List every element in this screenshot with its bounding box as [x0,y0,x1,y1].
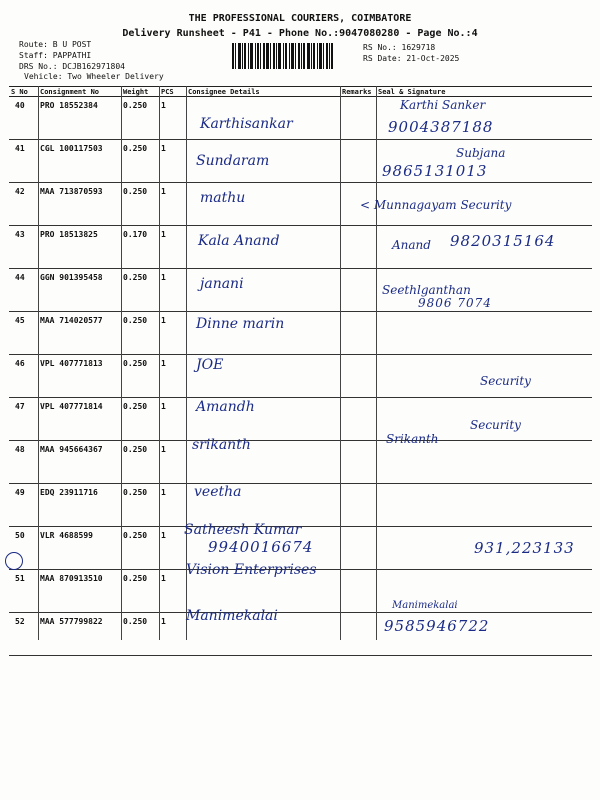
handwritten-consignee: janani [200,276,244,292]
runsheet-title: Delivery Runsheet - P41 - Phone No.:9047080280 - Page No.:4 [122,28,478,39]
handwritten-phone: 9940016674 [208,538,314,556]
seal-cell [376,484,592,527]
col-remarks: Remarks [340,87,376,97]
col-pcs: PCS [159,87,186,97]
sno-cell: 51 [9,570,38,613]
handwritten-consignee: Vision Enterprises [186,562,317,578]
pcs-cell: 1 [159,226,186,269]
handwritten-circle-mark [5,552,23,570]
sno-cell: 42 [9,183,38,226]
pcs-cell: 1 [159,613,186,656]
handwritten-signature: Subjana [456,146,506,160]
handwritten-signature: Manimekalai [392,600,458,611]
sno-cell: 40 [9,97,38,140]
consignment-cell: MAA 577799822 [38,613,121,656]
consignment-cell: GGN 901395458 [38,269,121,312]
consignment-cell: CGL 100117503 [38,140,121,183]
vehicle-text: Vehicle: Two Wheeler Delivery [24,72,164,81]
handwritten-signature: Security [470,418,521,432]
weight-cell: 0.250 [121,484,159,527]
handwritten-signature: Karthi Sanker [400,98,486,112]
table-row [9,613,592,656]
handwritten-consignee: Kala Anand [198,233,280,249]
handwritten-signature: Seethlganthan [382,283,471,297]
handwritten-signature: < Munnagayam Security [360,198,512,212]
sno-cell: 43 [9,226,38,269]
weight-cell: 0.250 [121,140,159,183]
sno-cell: 50 [9,527,38,570]
remarks-cell [340,97,376,140]
weight-cell: 0.250 [121,398,159,441]
handwritten-consignee: Dinne marin [196,316,285,332]
barcode [232,43,360,69]
table-row [9,484,592,527]
column-divider [38,86,39,640]
handwritten-consignee: mathu [200,190,246,206]
weight-cell: 0.250 [121,570,159,613]
handwritten-phone: 9820315164 [450,232,556,250]
table-row [9,269,592,312]
remarks-cell [340,613,376,656]
remarks-cell [340,140,376,183]
col-consignment: Consignment No [38,87,121,97]
handwritten-phone: 9806 7074 [418,296,492,310]
pcs-cell: 1 [159,97,186,140]
handwritten-phone: 931,223133 [474,539,575,557]
remarks-cell [340,527,376,570]
seal-cell [376,312,592,355]
pcs-cell: 1 [159,441,186,484]
sno-cell: 49 [9,484,38,527]
consignment-cell: VLR 4688599 [38,527,121,570]
weight-cell: 0.250 [121,527,159,570]
remarks-cell [340,441,376,484]
handwritten-consignee: Sundaram [196,153,270,169]
handwritten-consignee: Manimekalai [186,608,278,624]
handwritten-signature: Security [480,374,531,388]
remarks-cell [340,269,376,312]
table-row [9,312,592,355]
remarks-cell [340,355,376,398]
seal-cell [376,441,592,484]
handwritten-signature: Srikanth [386,432,439,446]
column-divider [121,86,122,640]
pcs-cell: 1 [159,269,186,312]
col-weight: Weight [121,87,159,97]
consignment-cell: MAA 945664367 [38,441,121,484]
consignment-cell: MAA 713870593 [38,183,121,226]
sno-cell: 46 [9,355,38,398]
sno-cell: 52 [9,613,38,656]
consignment-cell: PRO 18552384 [38,97,121,140]
sno-cell: 48 [9,441,38,484]
handwritten-consignee: Satheesh Kumar [184,522,302,538]
remarks-cell [340,398,376,441]
col-sno: S No [9,87,38,97]
handwritten-consignee: Amandh [196,399,255,415]
consignment-cell: PRO 18513825 [38,226,121,269]
handwritten-consignee: srikanth [192,437,251,453]
column-divider [159,86,160,640]
weight-cell: 0.250 [121,613,159,656]
pcs-cell: 1 [159,140,186,183]
column-divider [376,86,377,640]
column-divider [186,86,187,640]
sno-cell: 41 [9,140,38,183]
consignment-cell: VPL 407771813 [38,355,121,398]
table-header-row [9,87,592,97]
weight-cell: 0.250 [121,441,159,484]
pcs-cell: 1 [159,183,186,226]
weight-cell: 0.170 [121,226,159,269]
remarks-cell [340,226,376,269]
handwritten-consignee: veetha [194,484,242,500]
column-divider [340,86,341,640]
consignment-cell: EDQ 23911716 [38,484,121,527]
pcs-cell: 1 [159,398,186,441]
consignment-cell: MAA 870913510 [38,570,121,613]
pcs-cell: 1 [159,355,186,398]
handwritten-consignee: Karthisankar [200,116,293,132]
handwritten-consignee: JOE [196,357,224,373]
pcs-cell: 1 [159,527,186,570]
route-text: Route: B U POST [19,40,92,49]
weight-cell: 0.250 [121,269,159,312]
handwritten-phone: 9585946722 [384,617,490,635]
remarks-cell [340,570,376,613]
consignment-cell: VPL 407771814 [38,398,121,441]
company-title: THE PROFESSIONAL COURIERS, COIMBATORE [188,13,412,24]
drs-text: DRS No.: DCJB162971804 [19,62,125,71]
sno-cell: 45 [9,312,38,355]
table-row [9,441,592,484]
staff-text: Staff: PAPPATHI [19,51,92,60]
sno-cell: 44 [9,269,38,312]
col-seal: Seal & Signature [376,87,592,97]
rs-number: RS No.: 1629718 [363,43,436,52]
rs-date: RS Date: 21-Oct-2025 [363,54,460,63]
pcs-cell: 1 [159,312,186,355]
remarks-cell [340,312,376,355]
table-row [9,97,592,140]
weight-cell: 0.250 [121,183,159,226]
handwritten-signature: Anand [392,238,431,252]
remarks-cell [340,484,376,527]
weight-cell: 0.250 [121,355,159,398]
weight-cell: 0.250 [121,312,159,355]
handwritten-phone: 9004387188 [388,118,494,136]
col-consignee: Consignee Details [186,87,340,97]
handwritten-phone: 9865131013 [382,162,488,180]
weight-cell: 0.250 [121,97,159,140]
sno-cell: 47 [9,398,38,441]
pcs-cell: 1 [159,484,186,527]
pcs-cell: 1 [159,570,186,613]
consignment-cell: MAA 714020577 [38,312,121,355]
